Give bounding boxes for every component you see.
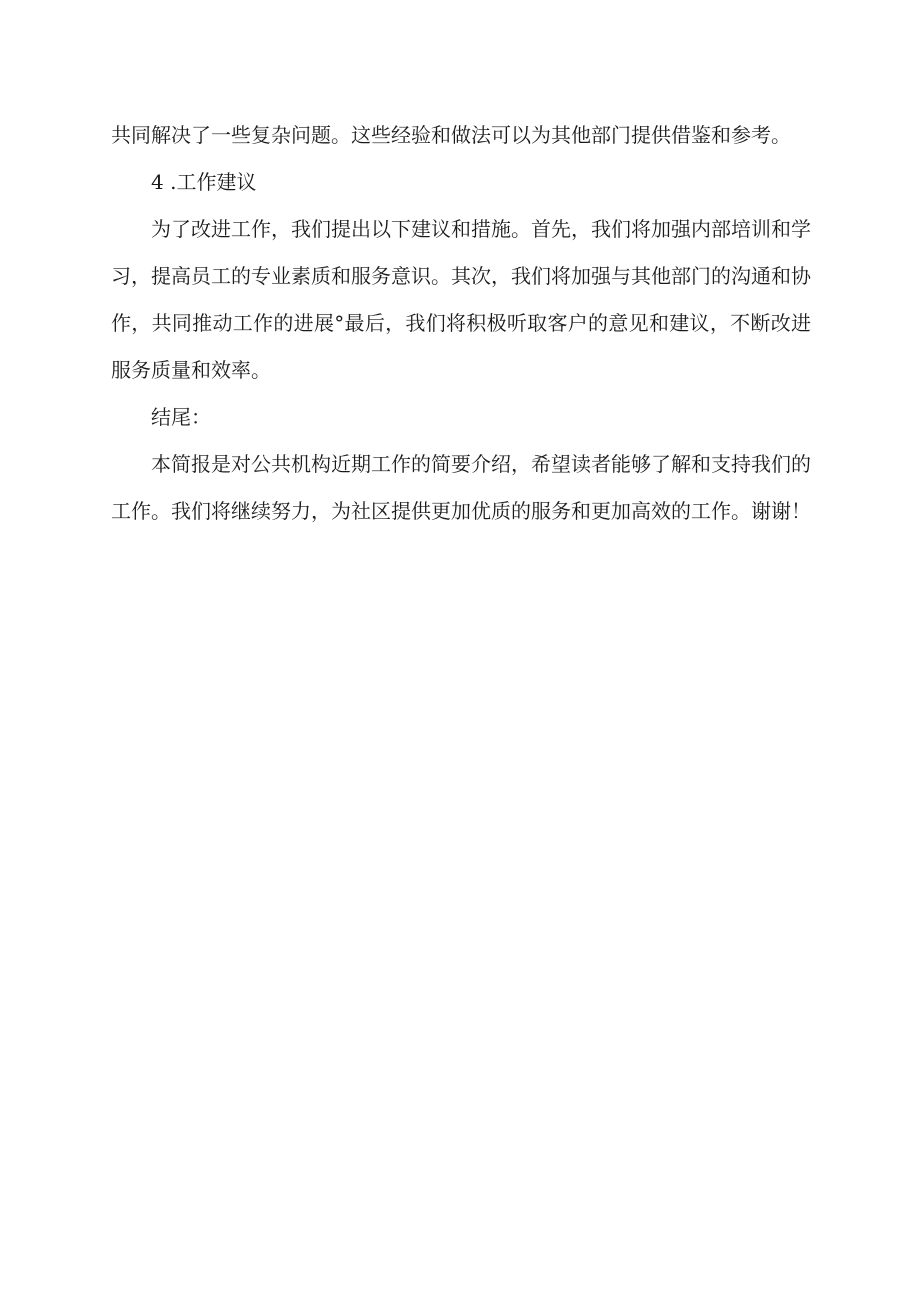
section-heading-ending: 结尾： [151,405,211,429]
section-heading-work-suggestions: 4 .工作建议 [151,170,257,194]
paragraph-continuation: 共同解决了一些复杂问题。这些经验和做法可以为其他部门提供借鉴和参考。 [111,123,791,147]
document-body [111,112,811,535]
paragraph-suggestions: 为了改进工作，我们提出以下建议和措施。首先，我们将加强内部培训和学习，提高员工的专业素质和服务意识。其次，我们将加强与其他部门的沟通和协作，共同推动工作的进展°最后，我们将积极听取客户的意见和建议，不断改进服务质量和效率。 [111,217,811,382]
paragraph-ending: 本简报是对公共机构近期工作的简要介绍，希望读者能够了解和支持我们的工作。我们将继续努力，为社区提供更加优质的服务和更加高效的工作。谢谢！ [111,452,811,523]
